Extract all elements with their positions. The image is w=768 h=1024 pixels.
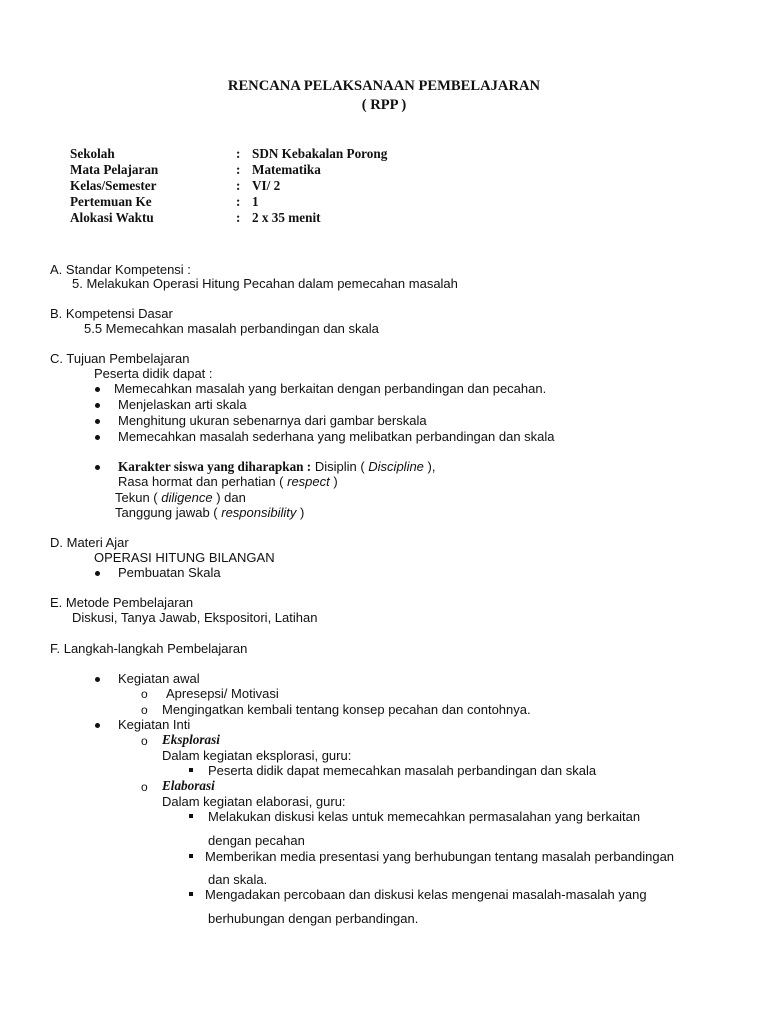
- identity-colon: :: [236, 162, 241, 177]
- circle-bullet-icon: o: [141, 703, 148, 717]
- karakter-text: Disiplin (: [311, 459, 369, 474]
- bullet-dot-icon: [95, 419, 100, 424]
- karakter-text: ): [296, 505, 305, 520]
- identity-colon: :: [236, 210, 241, 225]
- bullet-dot-icon: [95, 571, 100, 576]
- goal-item: Menjelaskan arti skala: [118, 397, 247, 412]
- eksplorasi-item: Peserta didik dapat memecahkan masalah perbandingan dan skala: [208, 763, 597, 778]
- goal-item: Menghitung ukuran sebenarnya dari gambar berskala: [118, 413, 427, 428]
- identity-value: Matematika: [252, 162, 321, 177]
- identity-value: 1: [252, 194, 259, 209]
- karakter-label: Karakter siswa yang diharapkan :: [118, 459, 312, 474]
- identity-colon: :: [236, 178, 241, 193]
- elaborasi-item-cont: berhubungan dengan perbandingan.: [208, 911, 419, 926]
- doc-subtitle: ( RPP ): [361, 97, 407, 113]
- bullet-dot-icon: [95, 403, 100, 408]
- section-e-item: Diskusi, Tanya Jawab, Ekspositori, Latihan: [72, 610, 318, 625]
- square-bullet-icon: [189, 814, 193, 818]
- eksplorasi-label: Eksplorasi: [162, 732, 220, 747]
- goal-item: Memecahkan masalah sederhana yang melibatkan perbandingan dan skala: [118, 429, 555, 444]
- bullet-dot-icon: [95, 677, 100, 682]
- elaborasi-item: Memberikan media presentasi yang berhubungan tentang masalah perbandingan: [205, 849, 675, 864]
- karakter-text: ),: [423, 459, 436, 474]
- elaborasi-item-cont: dan skala.: [208, 872, 268, 887]
- kegiatan-awal-label: Kegiatan awal: [118, 671, 200, 686]
- section-d-heading: D. Materi Ajar: [50, 535, 129, 550]
- karakter-line-1: [118, 459, 435, 475]
- karakter-english: diligence: [161, 490, 213, 505]
- karakter-text: ): [329, 474, 338, 489]
- elaborasi-item: Melakukan diskusi kelas untuk memecahkan permasalahan yang berkaitan: [208, 809, 641, 824]
- square-bullet-icon: [189, 892, 193, 896]
- square-bullet-icon: [189, 854, 193, 858]
- identity-colon: :: [236, 146, 241, 161]
- bullet-dot-icon: [95, 435, 100, 440]
- section-a-item: 5. Melakukan Operasi Hitung Pecahan dalam pemecahan masalah: [72, 276, 458, 291]
- karakter-line-2: [118, 474, 338, 490]
- karakter-text: Tekun (: [115, 490, 162, 505]
- identity-value: 2 x 35 menit: [252, 210, 321, 225]
- karakter-text: Rasa hormat dan perhatian (: [118, 474, 288, 489]
- circle-bullet-icon: o: [141, 780, 148, 794]
- section-e-heading: E. Metode Pembelajaran: [50, 595, 194, 610]
- eksplorasi-intro: Dalam kegiatan eksplorasi, guru:: [162, 748, 352, 763]
- circle-bullet-icon: o: [141, 687, 148, 701]
- circle-bullet-icon: o: [141, 734, 148, 748]
- karakter-english: Discipline: [368, 459, 424, 474]
- karakter-text: Tanggung jawab (: [115, 505, 222, 520]
- identity-label: Kelas/Semester: [70, 178, 157, 193]
- doc-title: RENCANA PELAKSANAAN PEMBELAJARAN: [227, 78, 541, 94]
- identity-label: Alokasi Waktu: [70, 210, 154, 225]
- elaborasi-item-cont: dengan pecahan: [208, 833, 305, 848]
- karakter-english: responsibility: [221, 505, 297, 520]
- elaborasi-intro: Dalam kegiatan elaborasi, guru:: [162, 794, 346, 809]
- karakter-english: respect: [287, 474, 330, 489]
- section-a-heading: A. Standar Kompetensi :: [50, 262, 191, 277]
- elaborasi-label: Elaborasi: [162, 778, 215, 793]
- identity-value: SDN Kebakalan Porong: [252, 146, 388, 161]
- bullet-dot-icon: [95, 465, 100, 470]
- identity-value: VI/ 2: [252, 178, 281, 193]
- kegiatan-awal-item: Mengingatkan kembali tentang konsep pecahan dan contohnya.: [162, 702, 531, 717]
- kegiatan-inti-label: Kegiatan Inti: [118, 717, 191, 732]
- section-c-heading: C. Tujuan Pembelajaran: [50, 351, 190, 366]
- section-d-topic: OPERASI HITUNG BILANGAN: [94, 550, 275, 565]
- identity-label: Pertemuan Ke: [70, 194, 152, 209]
- section-d-item: Pembuatan Skala: [118, 565, 221, 580]
- elaborasi-item: Mengadakan percobaan dan diskusi kelas mengenai masalah-masalah yang: [205, 887, 647, 902]
- identity-label: Sekolah: [70, 146, 115, 161]
- square-bullet-icon: [189, 768, 193, 772]
- section-f-heading: F. Langkah-langkah Pembelajaran: [50, 641, 248, 656]
- goal-item: Memecahkan masalah yang berkaitan dengan perbandingan dan pecahan.: [114, 381, 547, 396]
- kegiatan-awal-item: Apresepsi/ Motivasi: [166, 686, 279, 701]
- karakter-text: ) dan: [212, 490, 246, 505]
- identity-colon: :: [236, 194, 241, 209]
- bullet-dot-icon: [95, 723, 100, 728]
- section-b-heading: B. Kompetensi Dasar: [50, 306, 173, 321]
- karakter-line-4: [115, 505, 304, 521]
- identity-label: Mata Pelajaran: [70, 162, 159, 177]
- section-b-item: 5.5 Memecahkan masalah perbandingan dan skala: [84, 321, 379, 336]
- karakter-line-3: [115, 490, 246, 506]
- section-c-intro: Peserta didik dapat :: [94, 366, 213, 381]
- bullet-dot-icon: [95, 387, 100, 392]
